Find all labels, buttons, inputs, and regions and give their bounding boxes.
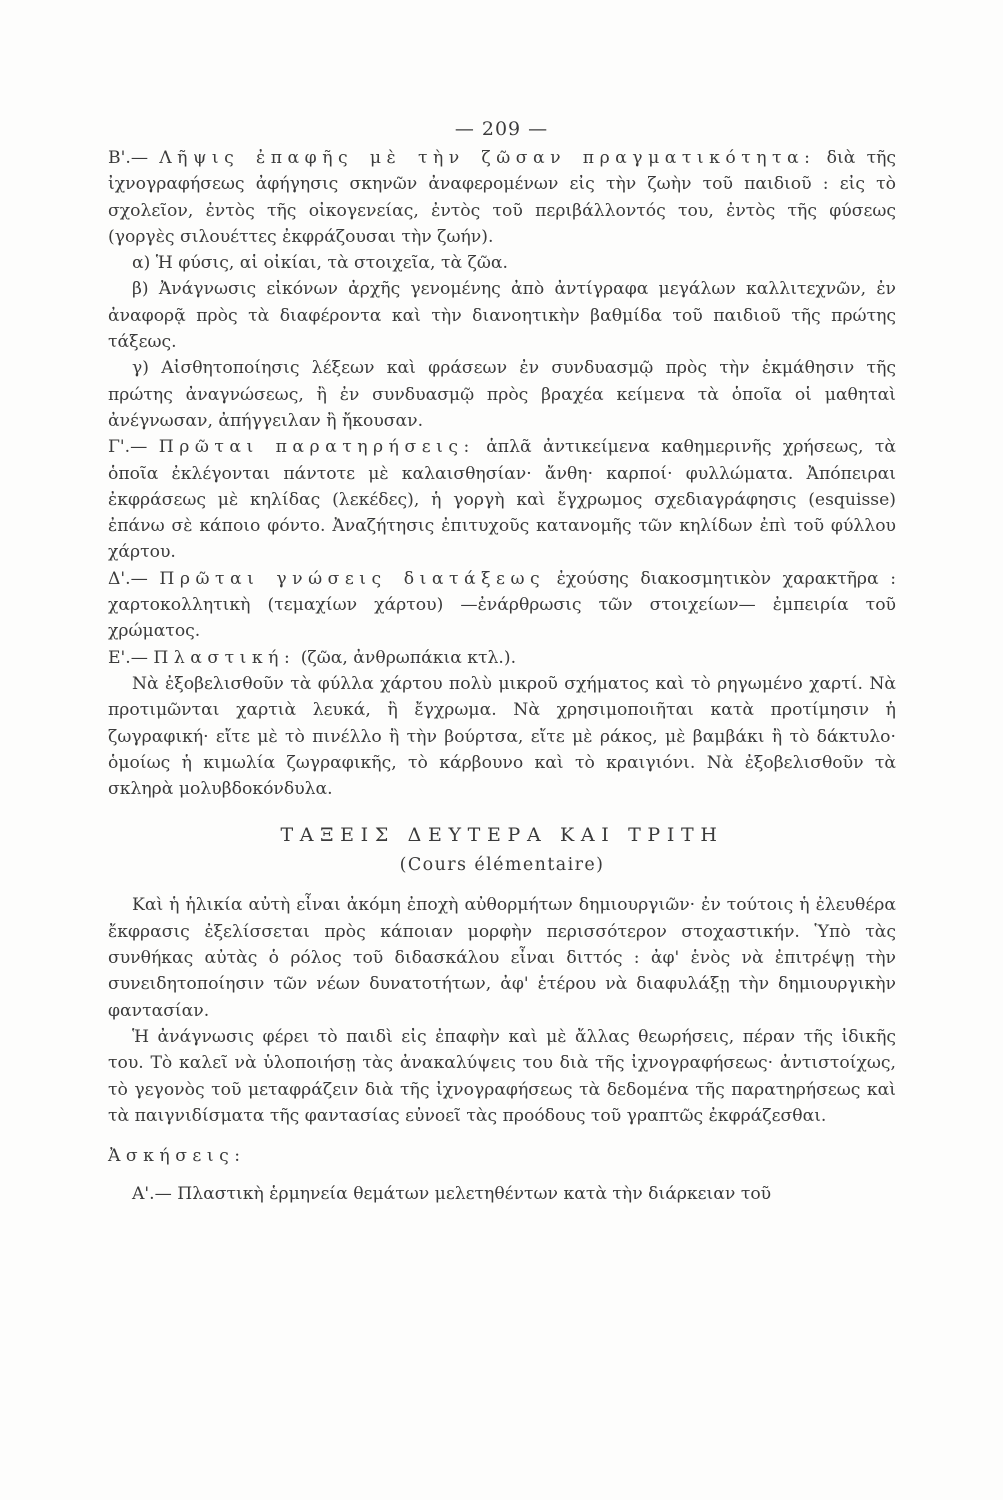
item-b-alpha: α) Ἡ φύσις, αἱ οἰκίαι, τὰ στοιχεῖα, τὰ ζῶα. — [132, 253, 508, 274]
section-paragraph-1: Καὶ ἡ ἡλικία αὐτὴ εἶναι ἀκόμη ἐποχὴ αὐθορμήτων δημιουργιῶν· ἐν τούτοις ἡ ἐλευθέρα ἔκφρασις ἐξελίσσεται πρὸς κάποιαν μορφὴν περισσότερον στοχαστικήν. Ὑπὸ τὰς συνθήκας αὐτὰς ὁ ρόλος τοῦ διδασκάλου εἶναι διττός : ἀφ' ἑνὸς νὰ ἐπιτρέψῃ τὴν συνειδητοποίησιν τῶν νέων δυνατοτήτων, ἀφ' ἑτέρου νὰ διαφυλάξῃ τὴν δημιουργικὴν φαντασίαν. — [108, 895, 896, 1021]
label-b: Β'.— — [108, 148, 149, 168]
paragraph-e-note: Νὰ ἐξοβελισθοῦν τὰ φύλλα χάρτου πολὺ μικροῦ σχήματος καὶ τὸ ρηγωμένο χαρτί. Νὰ προτιμῶνται χαρτιὰ λευκά, ἢ ἔγχρωμα. Νὰ χρησιμοποιῆται κατὰ προτίμησιν ἡ ζωγραφική· εἴτε μὲ τὸ πινέλλο ἢ τὴν βούρτσα, εἴτε μὲ ράκος, μὲ βαμβάκι ἢ τὸ δάκτυλο· ὁμοίως ἡ κιμωλία ζωγραφικῆς, τὸ κάρβουνο καὶ τὸ κραιγιόνι. Νὰ ἐξοβελισθοῦν τὰ σκληρὰ μολυβδοκόνδυλα. — [108, 673, 896, 800]
label-c: Γ'.— — [108, 437, 148, 458]
label-d: Δ'.— — [108, 568, 148, 589]
paragraph-e — [108, 645, 896, 671]
label-a: Α'.— — [132, 1184, 172, 1205]
exercise-a — [108, 1181, 896, 1207]
label-e: Ε'.— — [108, 647, 148, 668]
paragraph-d — [108, 566, 896, 645]
paragraph-c — [108, 434, 896, 565]
heading-c: Πρῶται παρατηρήσεις: — [158, 437, 475, 458]
document-body — [108, 145, 896, 1208]
heading-e: Πλαστική: — [153, 647, 296, 668]
text-a: Πλαστικὴ ἑρμηνεία θεμάτων μελετηθέντων κατὰ τὴν διάρκειαν τοῦ — [177, 1184, 772, 1205]
text-e: (ζῶα, ἀνθρωπάκια κτλ.). — [300, 647, 517, 668]
paragraph-b — [108, 145, 896, 250]
section-subtitle: (Cours élémentaire) — [399, 855, 605, 876]
section-paragraph-2: Ἡ ἀνάγνωσις φέρει τὸ παιδὶ εἰς ἐπαφὴν καὶ μὲ ἄλλας θεωρήσεις, πέραν τῆς ἰδικῆς του. Τὸ καλεῖ νὰ ὑλοποιήσῃ τὰς ἀνακαλύψεις του διὰ τῆς ἰχνογραφήσεως· ἀντιστοίχως, τὸ γεγονὸς τοῦ μεταφράζειν διὰ τῆς ἰχνογραφήσεως τὰ δεδομένα τῆς παρατηρήσεως καὶ τὰ παιγνιδίσματα τῆς φαντασίας εὐνοεῖ τὰς προόδους τοῦ γραπτῶς ἐκφράζεσθαι. — [108, 1026, 896, 1126]
heading-d: Πρῶται γνώσεις διατάξεως — [159, 568, 546, 589]
item-b-beta: β) Ἀνάγνωσις εἰκόνων ἀρχῆς γενομένης ἀπὸ ἀντίγραφα μεγάλων καλλιτεχνῶν, ἐν ἀναφορᾷ πρὸς τὰ διαφέροντα καὶ τὴν διανοητικὴν βαθμίδα τοῦ παιδιοῦ τῆς πρώτης τάξεως. — [108, 279, 896, 353]
exercises-label: Ἀσκήσεις: — [108, 1146, 246, 1167]
text-b: διὰ τῆς ἰχνογραφήσεως ἀφήγησις σκηνῶν ἀναφερομένων εἰς τὴν ζωὴν τοῦ παιδιοῦ : εἰς τὸ σχολεῖον, ἐντὸς τῆς οἰκογενείας, ἐντὸς τοῦ περιβάλλοντός του, ἐντὸς τῆς φύσεως (γοργὲς σιλουέττες ἐκφράζουσαι τὴν ζωήν). — [108, 148, 897, 247]
text-c: ἁπλᾶ ἀντικείμενα καθημερινῆς χρήσεως, τὰ ὁποῖα ἐκλέγονται πάντοτε μὲ καλαισθησίαν· ἄνθη· καρποί· φυλλώματα. Ἀπόπειραι ἐκφράσεως μὲ κηλίδας (λεκέδες), ἡ γοργὴ καὶ ἔγχρωμος σχεδιαγράφησις (esquisse) ἐπάνω σὲ κάποιο φόντο. Ἀναζήτησις ἐπιτυχοῦς κατανομῆς τῶν κηλίδων ἐπὶ τοῦ φύλλου χάρτου. — [108, 437, 896, 563]
page-number: — 209 — — [454, 118, 549, 140]
section-title: ΤΑΞΕΙΣ ΔΕΥΤΕΡΑ ΚΑΙ ΤΡΙΤΗ — [280, 824, 724, 847]
heading-b: Λῆψις ἐπαφῆς μὲ τὴν ζῶσαν πραγματικότητα: — [159, 148, 816, 168]
item-b-gamma: γ) Αἰσθητοποίησις λέξεων καὶ φράσεων ἐν συνδυασμῷ πρὸς τὴν ἐκμάθησιν τῆς πρώτης ἀναγνώσεως, ἢ ἐν συνδυασμῷ πρὸς βραχέα κείμενα τὰ ὁποῖα οἱ μαθηταὶ ἀνέγνωσαν, ἀπήγγειλαν ἢ ἤκουσαν. — [108, 358, 896, 431]
text-d: ἐχούσης διακοσμητικὸν χαρακτῆρα : χαρτοκολλητικὴ (τεμαχίων χάρτου) —ἐνάρθρωσις τῶν στοιχείων— ἐμπειρία τοῦ χρώματος. — [108, 568, 896, 642]
